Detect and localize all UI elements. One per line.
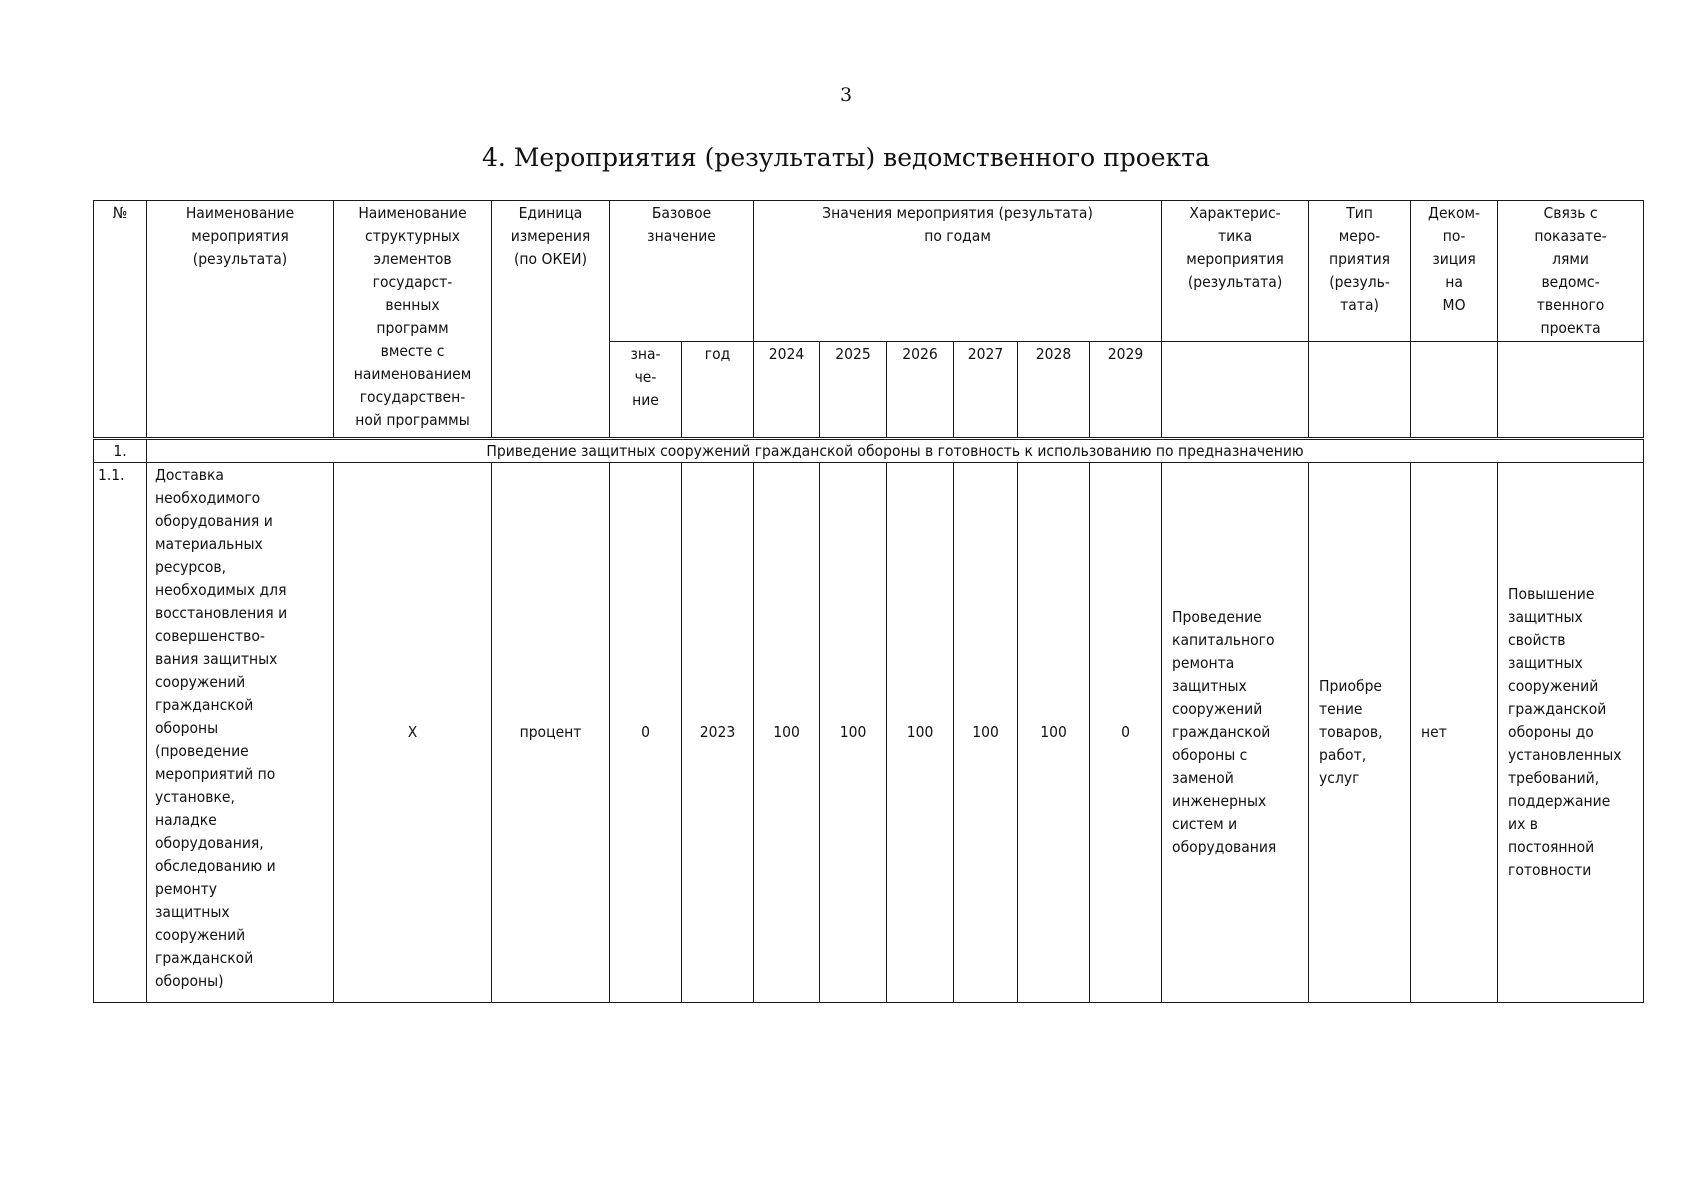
row-link: Повышение защитных свойств защитных сооружений гражданской обороны до установленных требований, поддержание их в постоянной готовности (1498, 463, 1644, 1003)
header-link: Связь с показате- лями ведомс- твенного проекта (1498, 201, 1644, 342)
header-type: Тип меро- приятия (резуль- тата) (1309, 201, 1411, 342)
row-characteristic: Проведение капитального ремонта защитных сооружений гражданской обороны с заменой инженерных систем и оборудования (1162, 463, 1309, 1003)
header-row-1 (94, 201, 1644, 342)
header-name: Наименование мероприятия (результата) (147, 201, 334, 439)
header-base-val: зна- че- ние (610, 342, 682, 439)
header-year-2028: 2028 (1018, 342, 1090, 439)
header-year-2029: 2029 (1090, 342, 1162, 439)
page-number: 3 (839, 84, 853, 106)
section-title-cell: Приведение защитных сооружений гражданской обороны в готовность к использованию по предназначению (147, 439, 1644, 463)
header-base-year: год (682, 342, 754, 439)
header-year-2024: 2024 (754, 342, 820, 439)
row-type: Приобре тение товаров, работ, услуг (1309, 463, 1411, 1003)
row-value-2028: 100 (1018, 463, 1090, 1003)
row-value-2027: 100 (954, 463, 1018, 1003)
header-decomposition: Деком- по- зиция на МО (1411, 201, 1498, 342)
row-structural: Х (334, 463, 492, 1003)
header-values-by-year: Значения мероприятия (результата) по годам (754, 201, 1162, 342)
header-empty-decomposition (1411, 342, 1498, 439)
header-empty-link (1498, 342, 1644, 439)
row-num: 1.1. (94, 463, 147, 1003)
row-base-year: 2023 (682, 463, 754, 1003)
header-unit: Единица измерения (по ОКЕИ) (492, 201, 610, 439)
header-empty-characteristic (1162, 342, 1309, 439)
header-num: № (94, 201, 147, 439)
header-year-2026: 2026 (887, 342, 954, 439)
header-year-2025: 2025 (820, 342, 887, 439)
header-base-value: Базовое значение (610, 201, 754, 342)
row-value-2029: 0 (1090, 463, 1162, 1003)
header-characteristic: Характерис- тика мероприятия (результата) (1162, 201, 1309, 342)
section-num: 1. (94, 439, 147, 463)
section-title: 4. Мероприятия (результаты) ведомственного проекта (482, 143, 1210, 172)
header-structural-elements: Наименование структурных элементов государст- венных программ вместе с наименованием государствен- ной программы (334, 201, 492, 439)
header-empty-type (1309, 342, 1411, 439)
row-base-value: 0 (610, 463, 682, 1003)
table-row (94, 463, 1644, 1003)
projects-table (93, 200, 1644, 1003)
row-unit: процент (492, 463, 610, 1003)
row-value-2026: 100 (887, 463, 954, 1003)
header-year-2027: 2027 (954, 342, 1018, 439)
row-decomposition: нет (1411, 463, 1498, 1003)
row-value-2024: 100 (754, 463, 820, 1003)
row-value-2025: 100 (820, 463, 887, 1003)
row-name: Доставка необходимого оборудования и материальных ресурсов, необходимых для восстановления и совершенство- вания защитных сооружений гражданской обороны (проведение мероприятий по установке, наладке оборудования, обследованию и ремонту защитных сооружений гражданской обороны) (147, 463, 334, 1003)
section-row (94, 439, 1644, 463)
